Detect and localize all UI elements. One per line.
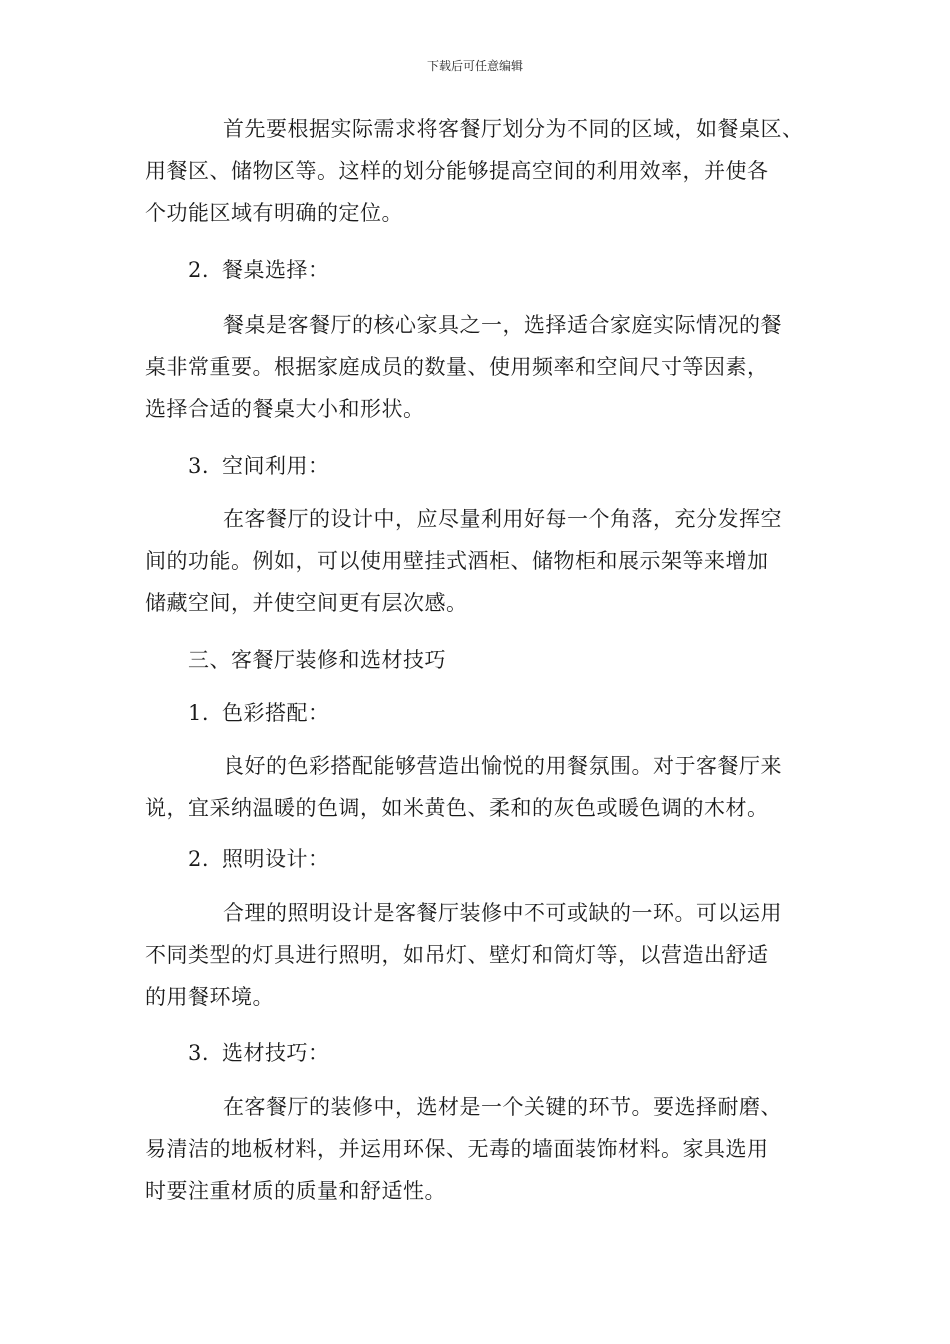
paragraph-space xyxy=(145,498,825,624)
paragraph-line: 桌非常重要。根据家庭成员的数量、使用频率和空间尺寸等因素， xyxy=(145,355,769,379)
heading-number: 1. xyxy=(188,701,210,725)
heading-space-usage xyxy=(188,445,330,487)
paragraph-line: 个功能区域有明确的定位。 xyxy=(145,201,403,225)
paragraph-table xyxy=(145,304,825,430)
paragraph-line: 说，宜采纳温暖的色调，如米黄色、柔和的灰色或暖色调的木材。 xyxy=(145,796,769,820)
paragraph-zoning xyxy=(145,108,825,234)
paragraph-lighting xyxy=(145,892,825,1018)
heading-title: 空间利用： xyxy=(222,454,330,478)
heading-number: 2. xyxy=(188,258,210,282)
paragraph-line: 储藏空间，并使空间更有层次感。 xyxy=(145,591,468,615)
paragraph-color xyxy=(145,745,825,829)
paragraph-line: 用餐区、储物区等。这样的划分能够提高空间的利用效率，并使各 xyxy=(145,159,769,183)
paragraph-line: 易清洁的地板材料，并运用环保、无毒的墙面装饰材料。家具选用 xyxy=(145,1137,769,1161)
paragraph-line: 良好的色彩搭配能够营造出愉悦的用餐氛围。对于客餐厅来 xyxy=(223,754,782,778)
paragraph-line: 首先要根据实际需求将客餐厅划分为不同的区域，如餐桌区、 xyxy=(223,117,804,141)
heading-title: 照明设计： xyxy=(222,847,330,871)
section-heading: 三、客餐厅装修和选材技巧 xyxy=(188,648,446,672)
heading-color-matching xyxy=(188,692,330,734)
heading-title: 餐桌选择： xyxy=(222,258,330,282)
heading-number: 3. xyxy=(188,1041,210,1065)
paragraph-material xyxy=(145,1086,825,1212)
page-header: 下载后可任意编辑 xyxy=(426,59,523,73)
paragraph-line: 的用餐环境。 xyxy=(145,985,274,1009)
heading-title: 选材技巧： xyxy=(222,1041,330,1065)
paragraph-line: 间的功能。例如，可以使用壁挂式酒柜、储物柜和展示架等来增加 xyxy=(145,549,769,573)
paragraph-line: 选择合适的餐桌大小和形状。 xyxy=(145,397,425,421)
paragraph-line: 餐桌是客餐厅的核心家具之一，选择适合家庭实际情况的餐 xyxy=(223,313,782,337)
heading-table-selection xyxy=(188,249,330,291)
heading-number: 2. xyxy=(188,847,210,871)
paragraph-line: 合理的照明设计是客餐厅装修中不可或缺的一环。可以运用 xyxy=(223,901,782,925)
heading-title: 色彩搭配： xyxy=(222,701,330,725)
heading-material-selection xyxy=(188,1032,330,1074)
heading-lighting xyxy=(188,838,330,880)
paragraph-line: 在客餐厅的装修中，选材是一个关键的环节。要选择耐磨、 xyxy=(223,1095,782,1119)
paragraph-line: 在客餐厅的设计中，应尽量利用好每一个角落，充分发挥空 xyxy=(223,507,782,531)
heading-number: 3. xyxy=(188,454,210,478)
paragraph-line: 时要注重材质的质量和舒适性。 xyxy=(145,1179,446,1203)
paragraph-line: 不同类型的灯具进行照明，如吊灯、壁灯和筒灯等，以营造出舒适 xyxy=(145,943,769,967)
